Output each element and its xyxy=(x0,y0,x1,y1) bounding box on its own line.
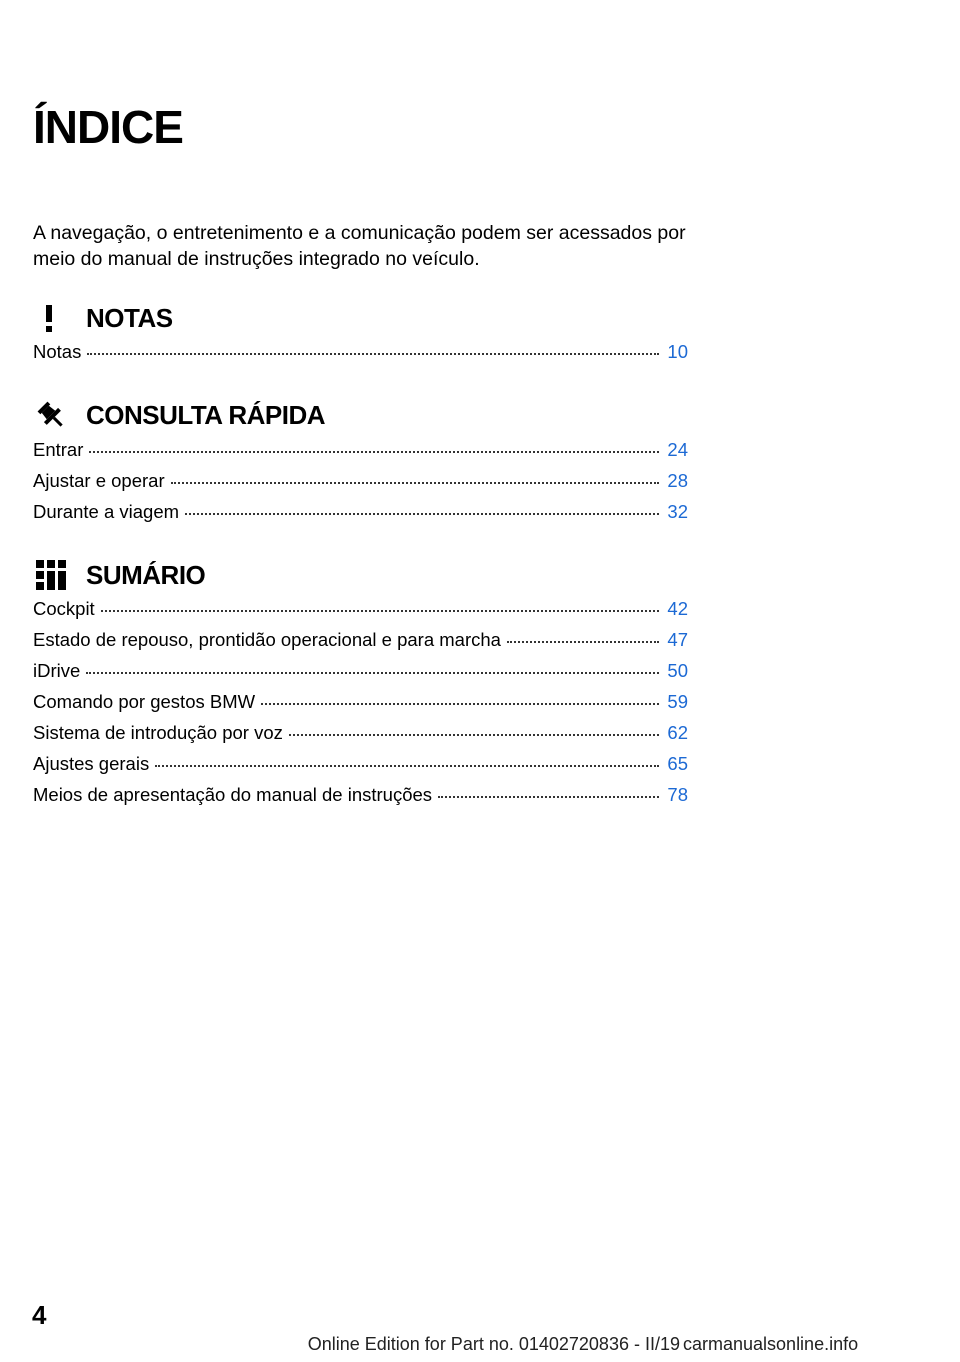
dot-leader xyxy=(101,610,660,612)
dot-leader xyxy=(438,796,659,798)
dot-leader xyxy=(261,703,659,705)
dot-leader xyxy=(185,513,659,515)
dot-leader xyxy=(86,672,659,674)
toc-entry-label: Estado de repouso, prontidão operacional e para marcha xyxy=(33,629,501,650)
section-title: CONSULTA RÁPIDA xyxy=(86,399,326,430)
exclamation-icon xyxy=(33,300,69,336)
toc-entry[interactable] xyxy=(33,438,688,469)
toc-entry-label: Ajustar e operar xyxy=(33,470,165,491)
toc-page-link[interactable]: 28 xyxy=(667,470,688,491)
toc-list-notas xyxy=(33,340,688,371)
toc-page-link[interactable]: 78 xyxy=(667,784,688,805)
toc-entry-label: Entrar xyxy=(33,439,84,460)
toc-entry-label: Notas xyxy=(33,341,82,362)
section-title: NOTAS xyxy=(86,302,173,333)
pin-icon xyxy=(33,397,69,433)
toc-entry[interactable] xyxy=(33,469,688,500)
toc-page-link[interactable]: 47 xyxy=(667,629,688,650)
toc-page-link[interactable]: 10 xyxy=(667,341,688,362)
grid-icon xyxy=(33,557,69,593)
toc-entry-label: Cockpit xyxy=(33,598,95,619)
toc-page-link[interactable]: 65 xyxy=(667,753,688,774)
toc-page-link[interactable]: 24 xyxy=(667,439,688,460)
toc-list-sumario xyxy=(33,597,688,814)
dot-leader xyxy=(89,451,659,453)
section-header-sumario xyxy=(33,557,205,593)
toc-entry[interactable] xyxy=(33,340,688,371)
toc-entry-label: Ajustes gerais xyxy=(33,753,150,774)
dot-leader xyxy=(507,641,659,643)
toc-page-link[interactable]: 62 xyxy=(667,722,688,743)
toc-entry[interactable] xyxy=(33,783,688,814)
toc-entry[interactable] xyxy=(33,721,688,752)
page-title: ÍNDICE xyxy=(33,101,183,153)
section-header-notas xyxy=(33,300,173,336)
toc-entry-label: iDrive xyxy=(33,660,81,681)
toc-list-consulta-rapida xyxy=(33,438,688,531)
toc-page-link[interactable]: 32 xyxy=(667,501,688,522)
watermark-text: carmanualsonline.info xyxy=(683,1334,859,1354)
dot-leader xyxy=(87,353,659,355)
toc-entry-label: Comando por gestos BMW xyxy=(33,691,256,712)
section-header-consulta-rapida xyxy=(33,397,325,433)
edition-line: Online Edition for Part no. 01402720836 - II/19 xyxy=(307,1334,680,1354)
section-title: SUMÁRIO xyxy=(86,559,206,590)
toc-entry-label: Durante a viagem xyxy=(33,501,180,522)
toc-entry[interactable] xyxy=(33,690,688,721)
dot-leader xyxy=(171,482,660,484)
toc-entry[interactable] xyxy=(33,752,688,783)
toc-entry[interactable] xyxy=(33,597,688,628)
toc-entry[interactable] xyxy=(33,628,688,659)
toc-page-link[interactable]: 42 xyxy=(667,598,688,619)
toc-entry-label: Meios de apresentação do manual de instruções xyxy=(33,784,433,805)
intro-text: A navegação, o entretenimento e a comunicação podem ser acessados por meio do manual de instruções integrado no veículo. xyxy=(33,222,686,270)
dot-leader xyxy=(155,765,659,767)
dot-leader xyxy=(289,734,660,736)
toc-page-link[interactable]: 59 xyxy=(667,691,688,712)
toc-entry-label: Sistema de introdução por voz xyxy=(33,722,283,743)
toc-entry[interactable] xyxy=(33,500,688,531)
toc-entry[interactable] xyxy=(33,659,688,690)
toc-page-link[interactable]: 50 xyxy=(667,660,688,681)
page-number: 4 xyxy=(32,1300,47,1330)
